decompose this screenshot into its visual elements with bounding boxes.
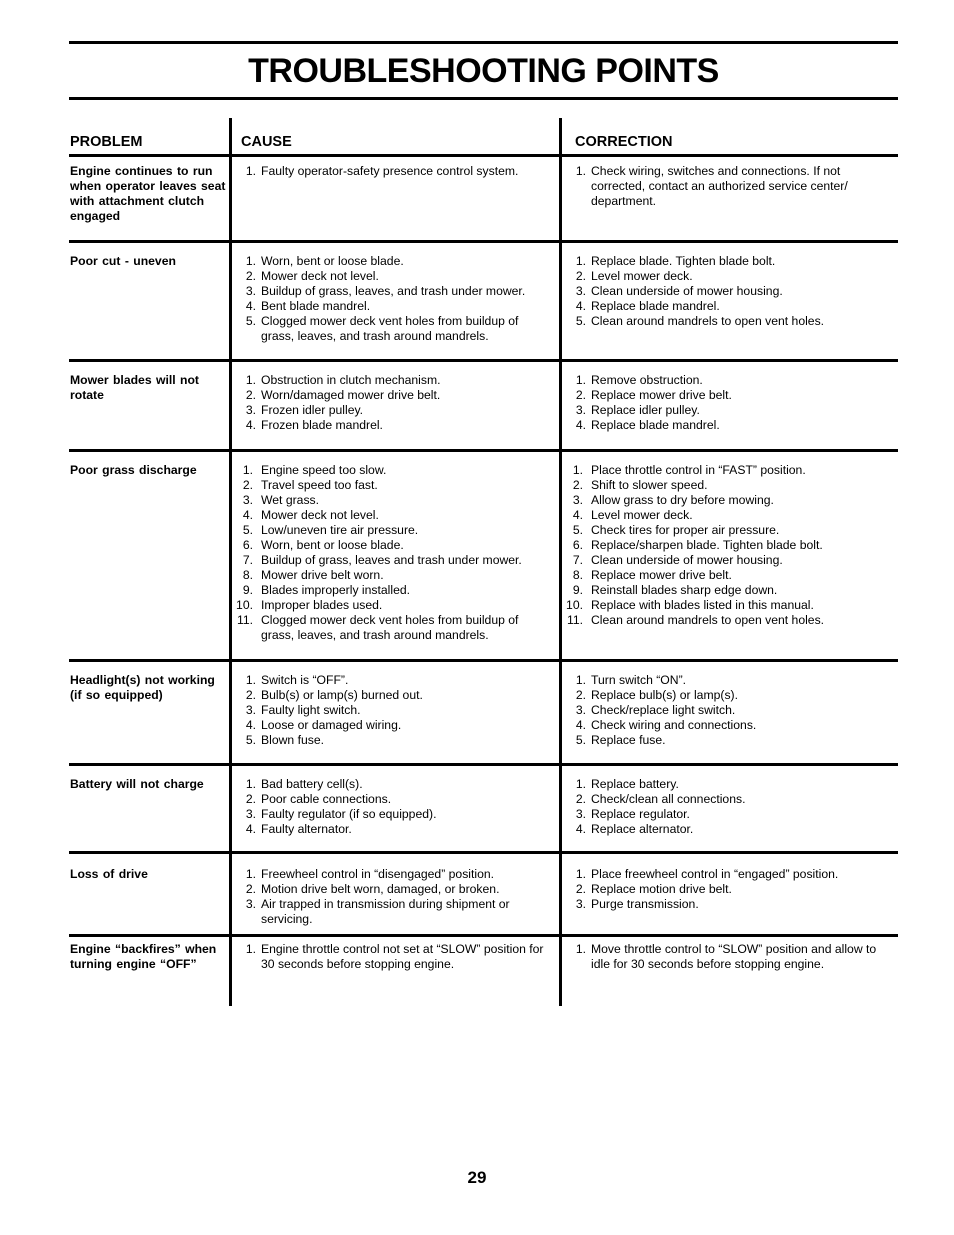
row-divider xyxy=(69,763,898,766)
row-divider xyxy=(69,154,898,157)
item-text: Replace mower drive belt. xyxy=(591,568,732,582)
item-text: Level mower deck. xyxy=(591,508,693,522)
list-item xyxy=(236,942,554,972)
correction-list xyxy=(566,254,891,329)
item-text: Check tires for proper air pressure. xyxy=(591,523,780,537)
item-number: 4. xyxy=(575,418,586,432)
item-number: 2. xyxy=(245,269,256,283)
item-number: 4. xyxy=(575,299,586,313)
item-text: Replace alternator. xyxy=(591,822,694,836)
list-item xyxy=(236,673,554,688)
row-divider xyxy=(69,359,898,362)
item-text: Mower deck not level. xyxy=(261,269,379,283)
list-item xyxy=(566,523,891,538)
column-header-correction: CORRECTION xyxy=(575,134,673,150)
problem-text: Engine continues to run when operator leaves seat with attachment clutch engaged xyxy=(70,164,226,223)
item-text: Frozen blade mandrel. xyxy=(261,418,383,432)
item-text: Frozen idler pulley. xyxy=(261,403,364,417)
item-number: 1. xyxy=(245,777,256,791)
item-text: Engine speed too slow. xyxy=(261,463,387,477)
item-text: Blown fuse. xyxy=(261,733,325,747)
item-number: 4. xyxy=(245,418,256,432)
list-item xyxy=(236,284,554,299)
list-item xyxy=(236,703,554,718)
item-number: 4. xyxy=(245,299,256,313)
item-text: Worn, bent or loose blade. xyxy=(261,538,404,552)
item-text: Level mower deck. xyxy=(591,269,693,283)
item-text: Low/uneven tire air pressure. xyxy=(261,523,419,537)
item-text: Improper blades used. xyxy=(261,598,383,612)
item-number: 10. xyxy=(236,598,253,612)
problem-text: Engine “backfires” when turning engine “OFF” xyxy=(70,942,217,971)
item-number: 4. xyxy=(575,822,586,836)
column-header-problem: PROBLEM xyxy=(70,134,143,150)
list-item xyxy=(566,613,891,628)
item-text: Clean underside of mower housing. xyxy=(591,284,783,298)
item-number: 6. xyxy=(242,538,253,552)
row-divider xyxy=(69,659,898,662)
item-text: Worn, bent or loose blade. xyxy=(261,254,404,268)
item-text: Freewheel control in “disengaged” position. xyxy=(261,867,495,881)
item-number: 3. xyxy=(575,403,586,417)
item-number: 1. xyxy=(242,463,253,477)
item-number: 2. xyxy=(572,478,583,492)
item-number: 1. xyxy=(575,373,586,387)
item-number: 1. xyxy=(575,867,586,881)
list-item xyxy=(236,269,554,284)
list-item xyxy=(566,867,891,882)
item-text: Bent blade mandrel. xyxy=(261,299,371,313)
item-number: 1. xyxy=(572,463,583,477)
item-number: 11. xyxy=(236,613,253,627)
list-item xyxy=(236,463,554,478)
cause-list xyxy=(236,673,554,748)
correction-list xyxy=(566,942,891,972)
item-text: Wet grass. xyxy=(261,493,320,507)
item-text: Worn/damaged mower drive belt. xyxy=(261,388,441,402)
list-item xyxy=(566,269,891,284)
item-number: 10. xyxy=(566,598,583,612)
item-text: Move throttle control to “SLOW” position and allow to idle for 30 seconds before stopping engine. xyxy=(591,942,877,971)
list-item xyxy=(236,718,554,733)
item-text: Poor cable connections. xyxy=(261,792,392,806)
item-text: Travel speed too fast. xyxy=(261,478,378,492)
list-item xyxy=(566,254,891,269)
item-number: 3. xyxy=(245,897,256,911)
item-number: 1. xyxy=(245,867,256,881)
item-text: Clogged mower deck vent holes from buildup of grass, leaves, and trash around mandrels. xyxy=(261,314,519,343)
item-text: Turn switch “ON”. xyxy=(591,673,687,687)
item-number: 3. xyxy=(575,703,586,717)
list-item xyxy=(236,688,554,703)
item-text: Faulty alternator. xyxy=(261,822,352,836)
list-item xyxy=(236,493,554,508)
list-item xyxy=(236,478,554,493)
list-item xyxy=(236,822,554,837)
correction-list xyxy=(566,673,891,748)
item-number: 5. xyxy=(245,733,256,747)
list-item xyxy=(566,733,891,748)
item-text: Engine throttle control not set at “SLOW” position for 30 seconds before stopping engine. xyxy=(261,942,544,971)
list-item xyxy=(566,897,891,912)
item-number: 2. xyxy=(575,792,586,806)
list-item xyxy=(566,463,891,478)
item-number: 5. xyxy=(572,523,583,537)
list-item xyxy=(236,568,554,583)
item-number: 3. xyxy=(245,807,256,821)
list-item xyxy=(236,508,554,523)
item-number: 8. xyxy=(572,568,583,582)
page-number: 29 xyxy=(467,1168,487,1187)
item-number: 5. xyxy=(242,523,253,537)
item-text: Mower drive belt worn. xyxy=(261,568,384,582)
item-number: 2. xyxy=(245,388,256,402)
list-item xyxy=(566,718,891,733)
item-text: Replace blade. Tighten blade bolt. xyxy=(591,254,776,268)
item-number: 2. xyxy=(575,388,586,402)
row-divider xyxy=(69,934,898,937)
item-number: 5. xyxy=(245,314,256,328)
list-item xyxy=(566,493,891,508)
cause-list xyxy=(236,867,554,927)
item-text: Replace with blades listed in this manual. xyxy=(591,598,814,612)
item-number: 2. xyxy=(242,478,253,492)
title-bottom-rule xyxy=(69,97,898,100)
item-number: 3. xyxy=(575,284,586,298)
list-item xyxy=(566,314,891,329)
list-item xyxy=(236,777,554,792)
cause-list xyxy=(236,463,554,643)
item-text: Replace battery. xyxy=(591,777,679,791)
list-item xyxy=(566,568,891,583)
item-number: 1. xyxy=(575,777,586,791)
problem-text: Mower blades will not rotate xyxy=(70,373,199,402)
list-item xyxy=(566,792,891,807)
item-number: 1. xyxy=(575,942,586,956)
item-number: 1. xyxy=(245,942,256,956)
item-number: 2. xyxy=(245,688,256,702)
item-text: Switch is “OFF”. xyxy=(261,673,349,687)
item-text: Replace regulator. xyxy=(591,807,690,821)
item-text: Remove obstruction. xyxy=(591,373,703,387)
item-text: Replace blade mandrel. xyxy=(591,299,720,313)
item-text: Shift to slower speed. xyxy=(591,478,708,492)
list-item xyxy=(236,897,554,927)
item-number: 3. xyxy=(245,403,256,417)
item-text: Replace mower drive belt. xyxy=(591,388,732,402)
correction-list xyxy=(566,463,891,628)
cause-list xyxy=(236,942,554,972)
item-text: Mower deck not level. xyxy=(261,508,379,522)
list-item xyxy=(236,314,554,344)
item-number: 5. xyxy=(575,733,586,747)
item-text: Replace idler pulley. xyxy=(591,403,700,417)
correction-list xyxy=(566,373,891,433)
cause-list xyxy=(236,777,554,837)
item-text: Air trapped in transmission during shipment or servicing. xyxy=(261,897,510,926)
list-item xyxy=(236,373,554,388)
item-number: 4. xyxy=(575,718,586,732)
column-header-cause: CAUSE xyxy=(241,134,292,150)
list-item xyxy=(236,299,554,314)
list-item xyxy=(566,583,891,598)
list-item xyxy=(566,164,891,209)
item-text: Clean around mandrels to open vent holes. xyxy=(591,314,825,328)
list-item xyxy=(236,807,554,822)
item-number: 5. xyxy=(575,314,586,328)
correction-list xyxy=(566,867,891,912)
item-text: Reinstall blades sharp edge down. xyxy=(591,583,778,597)
item-number: 1. xyxy=(575,164,586,178)
item-text: Faulty operator-safety presence control system. xyxy=(261,164,519,178)
item-number: 2. xyxy=(575,269,586,283)
item-text: Clogged mower deck vent holes from buildup of grass, leaves, and trash around mandrels. xyxy=(261,613,519,642)
list-item xyxy=(566,284,891,299)
list-item xyxy=(566,673,891,688)
column-divider-left xyxy=(229,118,232,1006)
item-text: Replace blade mandrel. xyxy=(591,418,720,432)
list-item xyxy=(566,777,891,792)
item-text: Motion drive belt worn, damaged, or broken. xyxy=(261,882,500,896)
item-text: Bulb(s) or lamp(s) burned out. xyxy=(261,688,423,702)
list-item xyxy=(236,403,554,418)
item-text: Replace/sharpen blade. Tighten blade bolt. xyxy=(591,538,823,552)
item-number: 3. xyxy=(575,807,586,821)
row-divider xyxy=(69,851,898,854)
item-text: Replace bulb(s) or lamp(s). xyxy=(591,688,738,702)
correction-list xyxy=(566,164,891,209)
item-number: 4. xyxy=(245,822,256,836)
page-title: TROUBLESHOOTING POINTS xyxy=(248,52,719,90)
item-text: Check/clean all connections. xyxy=(591,792,746,806)
item-text: Replace motion drive belt. xyxy=(591,882,732,896)
row-divider xyxy=(69,240,898,243)
list-item xyxy=(236,388,554,403)
title-top-rule xyxy=(69,41,898,44)
item-text: Blades improperly installed. xyxy=(261,583,411,597)
item-number: 3. xyxy=(572,493,583,507)
list-item xyxy=(566,508,891,523)
list-item xyxy=(566,553,891,568)
item-text: Place freewheel control in “engaged” position. xyxy=(591,867,839,881)
item-number: 1. xyxy=(575,673,586,687)
list-item xyxy=(236,598,554,613)
item-number: 7. xyxy=(572,553,583,567)
column-divider-right xyxy=(559,118,562,1006)
item-number: 6. xyxy=(572,538,583,552)
item-text: Faulty light switch. xyxy=(261,703,361,717)
list-item xyxy=(236,254,554,269)
list-item xyxy=(236,553,554,568)
item-number: 1. xyxy=(245,673,256,687)
list-item xyxy=(566,373,891,388)
item-number: 1. xyxy=(245,254,256,268)
item-number: 9. xyxy=(242,583,253,597)
row-divider xyxy=(69,449,898,452)
item-text: Place throttle control in “FAST” position. xyxy=(591,463,806,477)
list-item xyxy=(566,478,891,493)
item-number: 4. xyxy=(245,718,256,732)
item-number: 1. xyxy=(245,373,256,387)
item-text: Buildup of grass, leaves and trash under mower. xyxy=(261,553,522,567)
item-text: Clean around mandrels to open vent holes. xyxy=(591,613,825,627)
item-text: Loose or damaged wiring. xyxy=(261,718,402,732)
list-item xyxy=(566,807,891,822)
item-text: Clean underside of mower housing. xyxy=(591,553,783,567)
item-number: 1. xyxy=(245,164,256,178)
item-text: Check/replace light switch. xyxy=(591,703,736,717)
list-item xyxy=(236,882,554,897)
item-text: Purge transmission. xyxy=(591,897,699,911)
list-item xyxy=(566,299,891,314)
item-number: 3. xyxy=(242,493,253,507)
item-number: 2. xyxy=(575,688,586,702)
correction-list xyxy=(566,777,891,837)
item-number: 1. xyxy=(575,254,586,268)
problem-text: Battery will not charge xyxy=(70,777,204,791)
cause-list xyxy=(236,373,554,433)
item-number: 9. xyxy=(572,583,583,597)
item-text: Obstruction in clutch mechanism. xyxy=(261,373,441,387)
list-item xyxy=(236,792,554,807)
list-item xyxy=(236,613,554,643)
item-number: 11. xyxy=(566,613,583,627)
list-item xyxy=(236,523,554,538)
item-text: Replace fuse. xyxy=(591,733,666,747)
list-item xyxy=(566,418,891,433)
item-number: 4. xyxy=(242,508,253,522)
problem-text: Loss of drive xyxy=(70,867,148,881)
list-item xyxy=(566,388,891,403)
list-item xyxy=(566,703,891,718)
list-item xyxy=(566,598,891,613)
item-text: Allow grass to dry before mowing. xyxy=(591,493,774,507)
item-number: 2. xyxy=(245,882,256,896)
list-item xyxy=(236,418,554,433)
item-text: Faulty regulator (if so equipped). xyxy=(261,807,437,821)
cause-list xyxy=(236,254,554,344)
item-number: 3. xyxy=(245,703,256,717)
item-text: Bad battery cell(s). xyxy=(261,777,363,791)
item-number: 4. xyxy=(572,508,583,522)
problem-text: Poor grass discharge xyxy=(70,463,197,477)
list-item xyxy=(236,583,554,598)
item-text: Check wiring, switches and connections. If not corrected, contact an authorized service center/ department. xyxy=(591,164,848,208)
item-number: 2. xyxy=(575,882,586,896)
list-item xyxy=(236,867,554,882)
problem-text: Headlight(s) not working (if so equipped) xyxy=(70,673,215,702)
item-text: Check wiring and connections. xyxy=(591,718,757,732)
list-item xyxy=(566,882,891,897)
list-item xyxy=(566,688,891,703)
list-item xyxy=(566,822,891,837)
list-item xyxy=(566,538,891,553)
item-number: 3. xyxy=(245,284,256,298)
item-number: 7. xyxy=(242,553,253,567)
item-number: 8. xyxy=(242,568,253,582)
list-item xyxy=(236,164,554,179)
list-item xyxy=(236,733,554,748)
list-item xyxy=(566,942,891,972)
item-number: 3. xyxy=(575,897,586,911)
problem-text: Poor cut - uneven xyxy=(70,254,176,268)
cause-list xyxy=(236,164,554,179)
item-number: 2. xyxy=(245,792,256,806)
list-item xyxy=(566,403,891,418)
item-text: Buildup of grass, leaves, and trash under mower. xyxy=(261,284,526,298)
list-item xyxy=(236,538,554,553)
